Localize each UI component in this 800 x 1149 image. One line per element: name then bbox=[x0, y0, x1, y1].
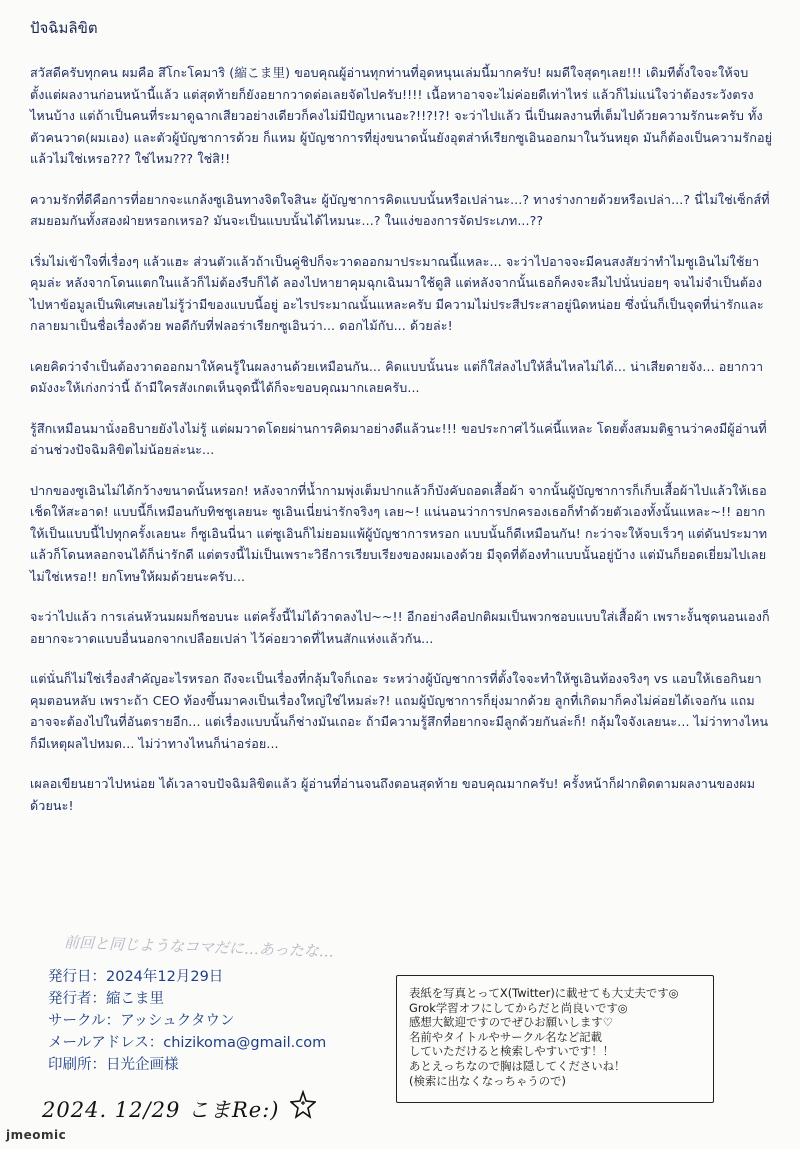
pencil-scribble-note: 前回と同じようなコマだに…あったな… bbox=[63, 933, 335, 961]
colophon-circle: サークル：アッシュクタウン bbox=[48, 1013, 235, 1029]
colophon-email: メールアドレス：chizikoma@gmail.com bbox=[48, 1035, 327, 1051]
afterword-paragraph: รู้สึกเหมือนมานั่งอธิบายยังไงไม่รู้ แต่ผมวาดโดยผ่านการคิดมาอย่างดีแล้วนะ!!! ขอประกาศไว้แค่นี้แหละ โดยตั้งสมมติฐานว่าคงมีผู้อ่านที่อ่านช่วงปัจฉิมลิขิตไม่น้อยล่ะนะ... bbox=[30, 420, 767, 457]
note-line: Grok学習オフにしてからだと尚良いです◎ bbox=[409, 1000, 628, 1015]
afterword-paragraph: เคยคิดว่าจำเป็นต้องวาดออกมาให้คนรู้ในผลงานด้วยเหมือนกัน... คิดแบบนั้นนะ แต่ก็ใส่ลงไปให้ลื่นไหลไม่ได้... น่าเสียดายจัง... อยากวาดมังงะให้เก่งกว่านี้ ถ้ามีใครสังเกตเห็นจุดนี้ได้ก็จะขอบคุณมากเลยครับ... bbox=[30, 358, 764, 395]
note-line: 名前やタイトルやサークル名など記載 bbox=[409, 1029, 603, 1044]
colophon-issue-date: 発行日：2024年12月29日 bbox=[48, 969, 224, 985]
note-line: 感想大歓迎ですのでぜひお願いします♡ bbox=[409, 1015, 613, 1030]
colophon bbox=[48, 966, 326, 1076]
note-line: (検索に出なくなっちゃうので) bbox=[409, 1073, 566, 1088]
request-note-box bbox=[396, 975, 714, 1103]
afterword-paragraph: ปากของซูเอินไม่ได้กว้างขนาดนั้นหรอก! หลังจากที่น้ำกามพุ่งเต็มปากแล้วก็บังคับถอดเสื้อผ้า จากนั้นผู้บัญชาการก็เก็บเสื้อผ้าไปแล้วให้เธอเช็ดให้สะอาด! แบบนี้ก็เหมือนกับทิชชูเลยนะ ซูเอินเนี่ยน่ารักจริงๆ เลย~! แน่นอนว่าการปกครองเธอก็ทำด้วยตัวเองทั้งนั้นแหละ~!! อยากให้เป็นแบบนี้ไปทุกครั้งเลยนะ ก็ซูเอินนี่นา แต่ซูเอินก็ไม่ยอมแพ้ผู้บัญชาการหรอก แบบนั้นก็ดีเหมือนกัน! กะว่าจะให้จบเร็วๆ แต่ดันประมาทแล้วก็โดนหลอกจนได้ก็น่ารักดี แต่ตรงนี้ไม่เป็นเพราะวิธีการเรียบเรียงของผมเองด้วย มีจุดที่ต้องทำแบบนั้นอยู่บ้าง แต่มันก็ยอดเยี่ยมไปเลยไม่ใช่เหรอ!! ยกโทษให้ผมด้วยนะครับ... bbox=[30, 482, 768, 584]
author-signature: 2024. 12/29 こまRe:) bbox=[42, 1098, 280, 1122]
afterword-paragraph: เผลอเขียนยาวไปหน่อย ได้เวลาจบปัจฉิมลิขิตแล้ว ผู้อ่านที่อ่านจนถึงตอนสุดท้าย ขอบคุณมากครับ! ครั้งหน้าก็ฝากติดตามผลงานของผมด้วยนะ! bbox=[30, 776, 756, 813]
note-line: あとえっちなので胸は隠してくださいね！ bbox=[409, 1058, 626, 1073]
afterword-body bbox=[30, 62, 775, 835]
afterword-paragraph: แต่นั่นก็ไม่ใช่เรื่องสำคัญอะไรหรอก ถึงจะเป็นเรื่องที่กลุ้มใจก็เถอะ ระหว่างผู้บัญชาการที่ตั้งใจจะทำให้ซูเอินท้องจริงๆ vs แอบให้เธอกินยาคุมตอนหลับ เพราะถ้า CEO ท้องขึ้นมาคงเป็นเรื่องใหญ่ใช่ไหมล่ะ?! แถมผู้บัญชาการก็ยุ่งมากด้วย ลูกที่เกิดมาก็คงไม่ค่อยได้เจอกัน แถมอาจจะต้องไปในที่อันตรายอีก... แต่เรื่องแบบนั้นก็ช่างมันเถอะ ถ้ามีความรู้สึกที่อยากจะมีลูกด้วยกันล่ะก็! กลุ้มใจจังเลยนะ... ไม่ว่าทางไหนก็มีเหตุผลไปหมด... ไม่ว่าทางไหนก็น่าอร่อย... bbox=[30, 671, 769, 751]
site-watermark: jmeomic bbox=[6, 1128, 67, 1142]
afterword-paragraph: เริ่มไม่เข้าใจที่เรื่องๆ แล้วแฮะ ส่วนตัวแล้วถ้าเป็นคู่ชิปก็จะวาดออกมาประมาณนี้แหละ... จะว่าไปอาจจะมีคนสงสัยว่าทำไมซูเอินไม่ใช้ยาคุมล่ะ หลังจากโดนแตกในแล้วก็ไม่ต้องรีบก็ได้ ลองไปหายาคุมฉุกเฉินมาใช้ดูสิ แต่หลังจากนั้นเธอก็คงจะลืมไปนั่นบ่อยๆ จนไม่จำเป็นต้องไปหาข้อมูลเป็นพิเศษเลยไม่รู้ว่ามีของแบบนี้อยู่ อะไรประมาณนั้นแหละครับ มีความไม่ประสีประสาอยู่นิดหน่อย ซึ่งนั่นก็เป็นจุดที่น่ารักและกลายมาเป็นชื่อเรื่องด้วย พอดีกับที่ฟลอร่าเรียกซูเอินว่า... ดอกไม้กับ... ด้วยล่ะ! bbox=[30, 253, 764, 333]
afterword-paragraph: ความรักที่ดีคือการที่อยากจะแกล้งซูเอินทางจิตใจสินะ ผู้บัญชาการคิดแบบนั้นหรือเปล่านะ...? ทางร่างกายด้วยหรือเปล่า...? นี่ไม่ใช่เซ็กส์ที่สมยอมกันทั้งสองฝ่ายหรอกเหรอ? มันจะเป็นแบบนั้นได้ไหมนะ...? ในแง่ของการจัดประเภท...?? bbox=[30, 191, 770, 228]
colophon-printer: 印刷所：日光企画様 bbox=[48, 1057, 179, 1073]
colophon-publisher: 発行者：縮こま里 bbox=[48, 991, 164, 1007]
afterword-paragraph: จะว่าไปแล้ว การเล่นหัวนมผมก็ชอบนะ แต่ครั้งนี้ไม่ได้วาดลงไป~~!! อีกอย่างคือปกติผมเป็นพวกชอบแบบใส่เสื้อผ้า เพราะงั้นชุดนอนเองก็อยากจะวาดแบบอื่นนอกจากเปลือยเปล่า ไว้ค่อยวาดที่ไหนสักแห่งแล้วกัน... bbox=[30, 609, 770, 646]
page-title: ปัจฉิมลิขิต bbox=[30, 19, 98, 37]
note-line: 表紙を写真とってX(Twitter)に載せても大丈夫です◎ bbox=[409, 986, 679, 1000]
sparkle-star-icon bbox=[290, 1090, 316, 1120]
note-line: していただけると検索しやすいです！！ bbox=[409, 1044, 615, 1059]
afterword-paragraph: สวัสดีครับทุกคน ผมคือ สึโกะโคมาริ (縮こま里) ขอบคุณผู้อ่านทุกท่านที่อุดหนุนเล่มนี้มากครับ! ผมดีใจสุดๆเลย!!! เดิมทีตั้งใจจะให้จบตั้งแต่ผลงานก่อนหน้านี้แล้ว แต่สุดท้ายก็ยังอยากวาดต่อเลยจัดไปครับ!!!! เนื้อหาอาจจะไม่ค่อยดีเท่าไหร่ แล้วก็ไม่แน่ใจว่าต้องระวังตรงไหนบ้าง แต่ถ้าเป็นคนที่ระมาดูฉากเสียวอย่างเดียวก็คงไม่มีปัญหาเนอะ?!!?!?! จะว่าไปแล้ว นี่เป็นผลงานที่เต็มไปด้วยความรักนะครับ ทั้งตัวคนวาด(ผมเอง) และตัวผู้บัญชาการด้วย ก็แหม ผู้บัญชาการที่ยุ่งขนาดนั้นยังอุตส่าห์เรียกซูเอินออกมาในวันหยุด มันก็ต้องเป็นความรักอยู่แล้วไม่ใช่เหรอ??? ใช่ไหม??? ใช่สิ!! bbox=[30, 65, 773, 166]
